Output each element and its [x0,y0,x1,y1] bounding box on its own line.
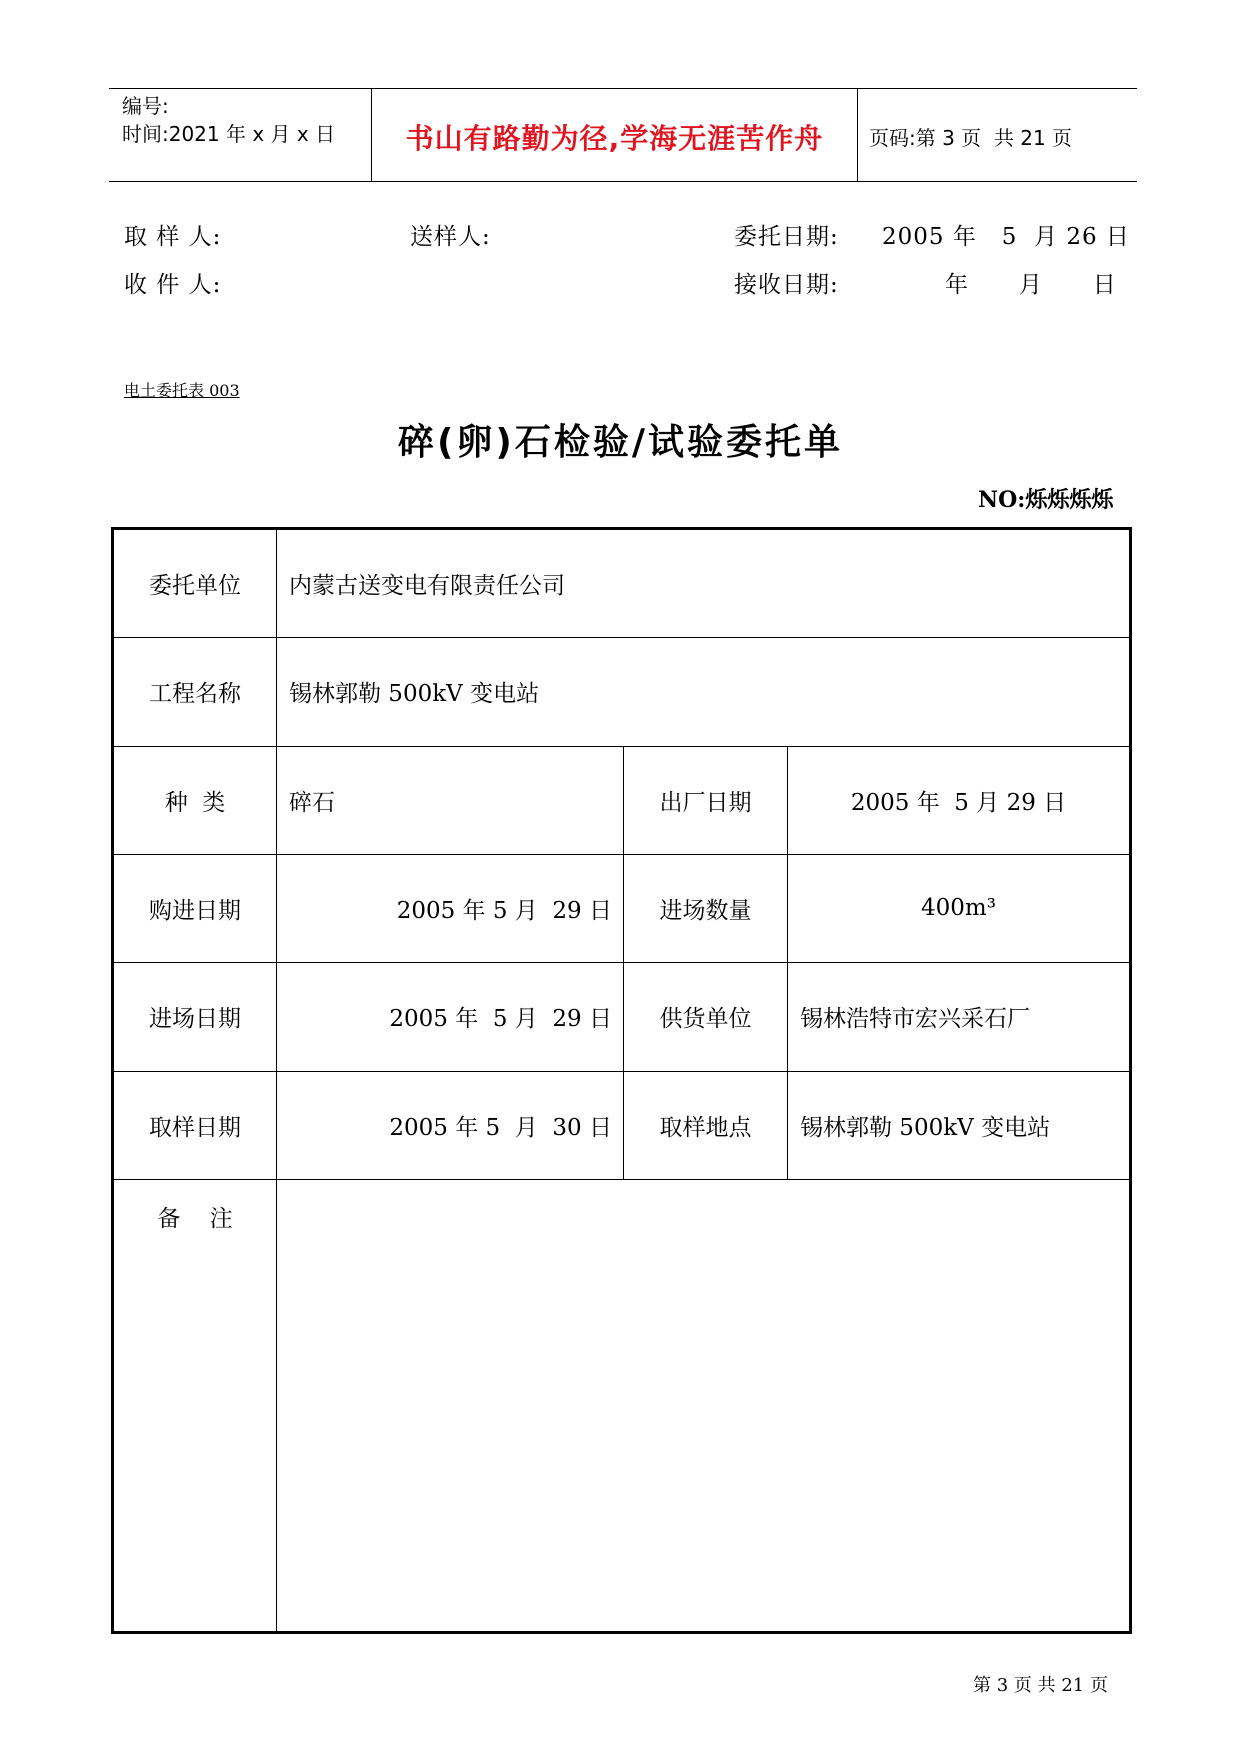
serial-label: 编号: [122,94,169,118]
time-label: 时间:2021 年 x 月 x 日 [122,122,336,146]
header-bottom-rule [109,181,1137,182]
form-label-column-rule [276,530,277,1631]
form-row-rule [114,1179,1129,1180]
receiver-label: 收 件 人: [124,272,222,298]
commission-date-label: 委托日期: [734,224,839,250]
header-motto: 书山有路勤为径,学海无涯苦作舟 [405,122,824,155]
supplier-value: 锡林浩特市宏兴采石厂 [800,1006,1030,1032]
document-title: 碎(卵)石检验/试验委托单 [397,422,844,463]
remarks-value [289,1200,1119,1600]
sample-date-label: 取样日期 [149,1114,241,1141]
header-meta [122,92,335,148]
purchase-date-value: 2005 年 5 月 29 日 [396,897,612,924]
sampler-label: 取 样 人: [124,224,222,250]
quantity-value: 400m³ [921,895,996,921]
supplier-label: 供货单位 [659,1006,752,1032]
client-value: 内蒙古送变电有限责任公司 [289,573,565,599]
type-value: 碎石 [289,789,335,816]
header-page-number: 页码:第 3 页 共 21 页 [869,126,1073,150]
client-label: 委托单位 [149,573,241,599]
document-number: NO:烁烁烁烁 [978,487,1114,513]
quantity-label: 进场数量 [659,897,752,924]
document-code: 电土委托表 003 [124,381,240,400]
receive-date-label: 接收日期: [734,272,839,298]
type-label: 种 类 [164,789,226,816]
entry-date-label: 进场日期 [149,1006,241,1032]
sample-date-value: 2005 年 5 月 30 日 [389,1114,612,1141]
commission-date-value: 2005 年 5 月 26 日 [882,224,1130,250]
purchase-date-label: 购进日期 [149,897,241,924]
commission-form [111,527,1132,1634]
sample-location-label: 取样地点 [659,1114,752,1141]
factory-date-label: 出厂日期 [659,789,752,816]
header-divider-right [857,88,858,182]
sender-label: 送样人: [410,224,491,250]
factory-date-value: 2005 年 5 月 29 日 [850,789,1067,816]
entry-date-value: 2005 年 5 月 29 日 [389,1006,612,1032]
sample-location-value: 锡林郭勒 500kV 变电站 [800,1114,1051,1141]
footer-page-number: 第 3 页 共 21 页 [973,1675,1108,1696]
project-value: 锡林郭勒 500kV 变电站 [289,681,540,707]
remarks-label: 备 注 [157,1206,233,1232]
receive-date-value: 年 月 日 [945,272,1117,298]
project-label: 工程名称 [149,681,241,707]
header-top-rule [109,88,1137,89]
